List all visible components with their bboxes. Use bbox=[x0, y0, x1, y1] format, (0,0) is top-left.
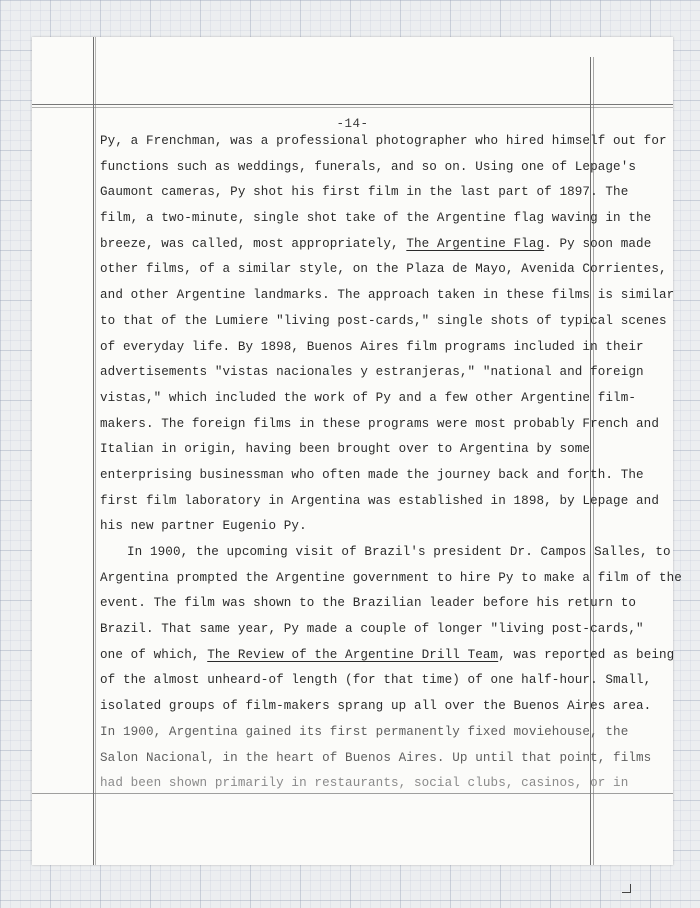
text-line: Py, a Frenchman, was a professional photographer who hired himself out for bbox=[100, 134, 667, 148]
text-line: other films, of a similar style, on the Plaza de Mayo, Avenida Corrientes, bbox=[100, 262, 667, 277]
left-margin-rule bbox=[93, 37, 94, 865]
text-line: event. The film was shown to the Brazilian leader before his return to bbox=[100, 596, 637, 611]
text-line: to that of the Lumiere "living post-cards," single shots of typical scenes bbox=[100, 313, 667, 328]
text-line: Argentina prompted the Argentine government to hire Py to make a film of the bbox=[100, 570, 682, 585]
text-line: In 1900, Argentina gained its first permanently fixed moviehouse, the bbox=[100, 724, 629, 739]
film-title: The Review of the Argentine Drill Team bbox=[207, 647, 499, 662]
text-segment: breeze, was called, most appropriately, bbox=[100, 236, 407, 251]
header-rule bbox=[32, 104, 673, 105]
text-line: enterprising businessman who often made the journey back and forth. The bbox=[100, 467, 644, 482]
text-line: vistas," which included the work of Py and a few other Argentine film- bbox=[100, 390, 637, 405]
text-line: film, a two-minute, single shot take of the Argentine flag waving in the bbox=[100, 211, 652, 226]
text-line: and other Argentine landmarks. The approach taken in these films is similar bbox=[100, 288, 675, 303]
text-segment: , was reported as being bbox=[498, 647, 675, 662]
text-line: makers. The foreign films in these programs were most probably French and bbox=[100, 416, 659, 431]
text-segment: one of which, bbox=[100, 647, 208, 662]
page-number: -14- bbox=[336, 117, 369, 131]
text-line: Gaumont cameras, Py shot his first film in the last part of 1897. The bbox=[100, 185, 629, 200]
text-line: Brazil. That same year, Py made a couple of longer "living post-cards," bbox=[100, 622, 644, 637]
body-text bbox=[100, 129, 682, 797]
left-margin-rule-inner bbox=[95, 37, 96, 865]
film-title: The Argentine Flag bbox=[406, 236, 545, 251]
text-line: his new partner Eugenio Py. bbox=[100, 519, 307, 534]
paragraph-1 bbox=[100, 129, 675, 540]
text-line: of the almost unheard-of length (for that time) of one half-hour. Small, bbox=[100, 673, 652, 688]
text-line: In 1900, the upcoming visit of Brazil's president Dr. Campos Salles, to bbox=[127, 545, 671, 559]
text-line: isolated groups of film-makers sprang up all over the Buenos Aires area. bbox=[100, 699, 652, 714]
text-line bbox=[100, 232, 652, 258]
text-line: first film laboratory in Argentina was established in 1898, by Lepage and bbox=[100, 493, 659, 508]
text-segment: . Py soon made bbox=[544, 236, 652, 251]
header-rule-inner bbox=[32, 107, 673, 108]
text-line: had been shown primarily in restaurants, social clubs, casinos, or in bbox=[100, 776, 629, 791]
paragraph-2 bbox=[100, 540, 682, 797]
text-line: advertisements "vistas nacionales y estranjeras," "national and foreign bbox=[100, 365, 644, 380]
text-line: Salon Nacional, in the heart of Buenos Aires. Up until that point, films bbox=[100, 750, 652, 765]
text-line: of everyday life. By 1898, Buenos Aires film programs included in their bbox=[100, 339, 644, 354]
text-line bbox=[100, 643, 675, 669]
corner-registration-mark bbox=[622, 884, 631, 893]
text-line: functions such as weddings, funerals, and so on. Using one of Lepage's bbox=[100, 159, 637, 174]
text-line: Italian in origin, having been brought over to Argentina by some bbox=[100, 442, 591, 457]
